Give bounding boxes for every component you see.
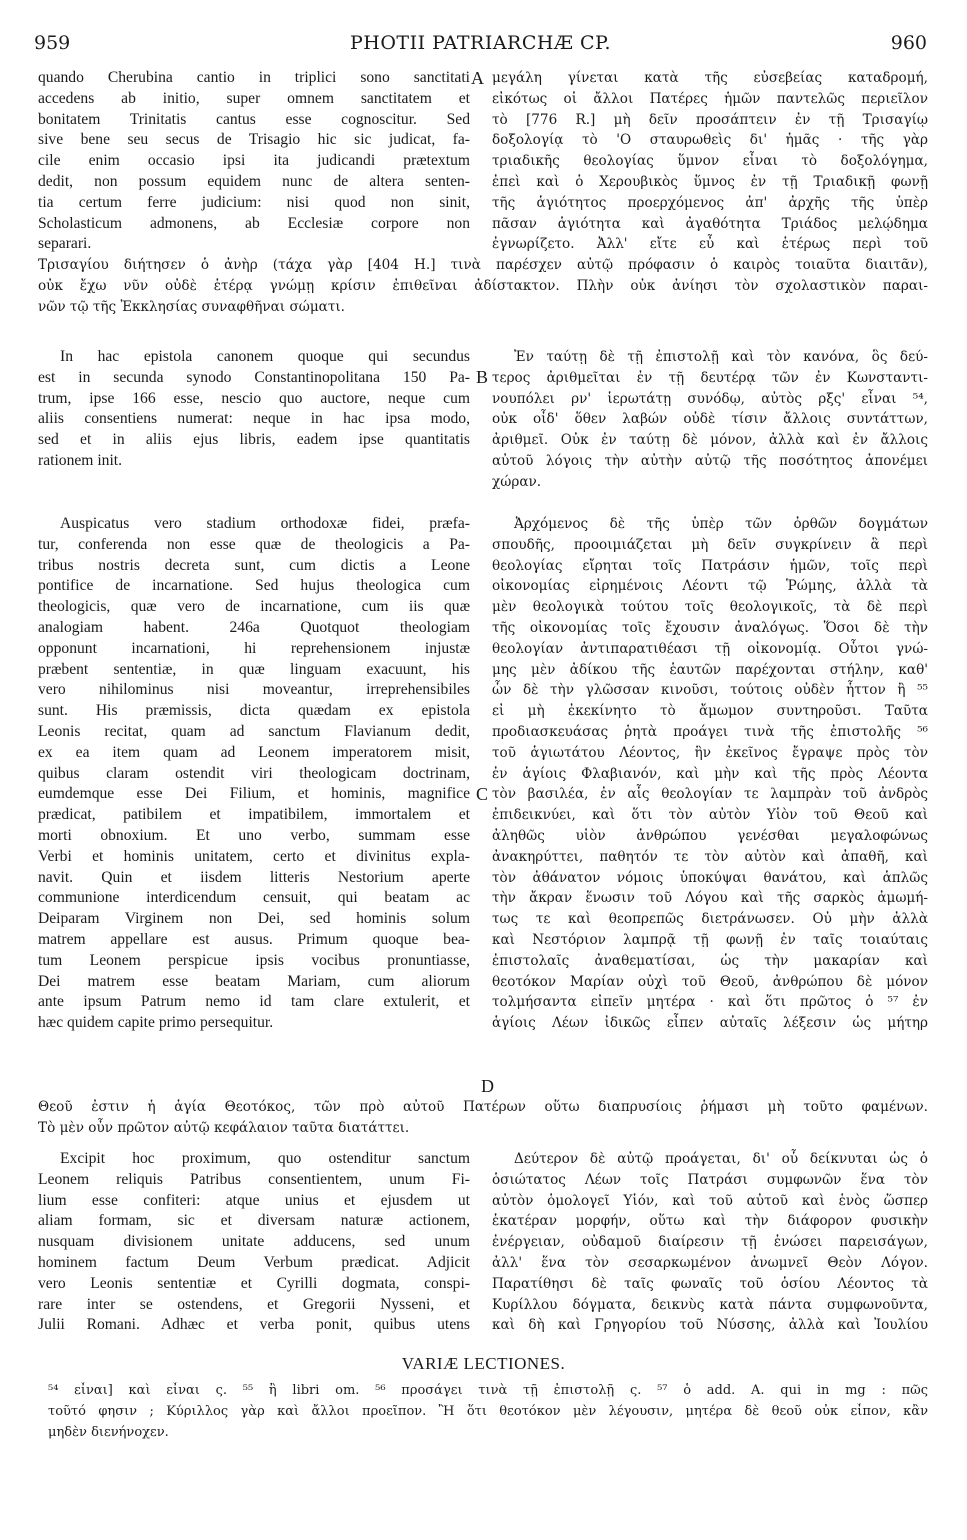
full-width-greek-block-1	[38, 255, 928, 317]
greek-line: θεολογίας εἴρηται τοῖς Πατράσιν ἡμῶν, τοῖς περὶ	[492, 557, 928, 574]
latin-line: est in secunda synodo Constantinopolitana 150 Pa-	[38, 368, 470, 386]
latin-line: pontifice de incarnatione. Sed hujus theologica cum	[38, 577, 470, 595]
note-line: τοῦτό φησιν ; Κύριλλος γὰρ καὶ ἄλλοι προεῖπον. Ἢ ὅτι θεοτόκον μὲν λέγουσιν, μητέρα δὲ θεοῦ οὐκ εἶπον, κἂν	[48, 1403, 928, 1419]
greek-line: καὶ δὴ καὶ Γρηγορίου τοῦ Νύσσης, ἀλλὰ καὶ Ἰουλίου	[492, 1317, 928, 1334]
latin-line: quando Cherubina cantio in triplici sono sanctitati	[38, 69, 470, 86]
greek-line: οἰκονομίας εἰρημένοις Λέοντι τῷ Ῥώμης, ἀλλὰ τὰ	[492, 578, 928, 595]
greek-line: Παρατίθησι δὲ ταῖς φωναῖς τοῦ ὁσίου Λέοντος τὰ	[492, 1275, 928, 1292]
greek-line: ἐπεὶ καὶ ὁ Χερουβικὸς ὕμνος ἐν τῇ Τριαδικῇ φωνῇ	[492, 173, 928, 190]
greek-line: τοῦ ἁγιωτάτου Λέοντος, ἣν ἐκεῖνος ἔγραψε πρὸς τὸν	[492, 744, 928, 761]
greek-line: τολμήσαντα εἰπεῖν μητέρα · καὶ ὅτι πρῶτος ὁ ⁵⁷ ἐν	[492, 994, 928, 1011]
latin-line: præbent sententiæ, in quæ linguam exacuunt, his	[38, 660, 470, 678]
latin-line: matrem appellare est ausus. Primum quoque bea-	[38, 930, 470, 948]
greek-line: μεγάλη γίνεται κατὰ τῆς εὐσεβείας καταδρομή,	[492, 70, 928, 86]
greek-line: ἀλλ' ἕνα τὸν σεσαρκωμένον ἀνωμνεῖ Θεὸν Λόγον.	[492, 1254, 928, 1271]
latin-line: Verbi et hominis unitatem, certo et divinitus expla-	[38, 847, 470, 865]
full-width-greek-block-2	[38, 1097, 928, 1139]
greek-line: ἀνακηρύττει, παθητόν τε τὸν αὐτὸν καὶ ἀπαθῆ, καὶ	[492, 848, 928, 865]
note-line: μηδὲν διενήνοχεν.	[48, 1424, 169, 1440]
greek-line: οὐκ ἔχω νῦν οὐδὲ ἑτέρᾳ γνώμῃ κρίσιν ἐπιθεῖναι ἀδίστακτον. Πλὴν οὐκ ἀνίησι τὸν σχολαστικὸν παραι-	[38, 277, 928, 294]
greek-line: προδιασκευάσας ῥητὰ προάγει τινὰ τῆς ἐπιστολῆς ⁵⁶	[492, 723, 928, 740]
latin-line: separari.	[38, 235, 92, 253]
latin-line: aliis consentiens numerat: neque in hac ipsa modo,	[38, 410, 470, 428]
margin-marker-b: B	[476, 367, 489, 387]
latin-column-block-2	[38, 347, 470, 472]
greek-line: πᾶσαν ἁγιότητα καὶ ἀγαθότητα Τριάδος μελῴδημα	[492, 215, 928, 232]
greek-line: ὧν δὲ τὴν γλῶσσαν κινοῦσι, τούτοις οὐδὲν ἧττον ἢ ⁵⁵	[492, 682, 928, 699]
margin-marker-d: D	[481, 1076, 494, 1096]
latin-line: accedens ab initio, super omnem sanctitatem et	[38, 89, 470, 107]
latin-line: lium esse confiteri: atque unius et ejusdem ut	[38, 1191, 470, 1209]
latin-line: tribus nostris decreta sunt, cum dictis a Leone	[38, 556, 470, 574]
latin-line: theologicis, quæ vero de incarnatione, cum iis quæ	[38, 598, 470, 616]
greek-line: αὐτοῦ λόγοις τὴν αὐτὴν αὐτῷ τῆς ποσότητος ἀπονέμει	[492, 452, 928, 469]
latin-line: quibus claram ostendit viri theologicam doctrinam,	[38, 764, 470, 782]
latin-line: Leonem reliquis Patribus consentientem, unum Fi-	[38, 1170, 470, 1188]
latin-line: sive bene seu secus de Trisagio hic sic judicat, fa-	[38, 131, 470, 149]
greek-line: ἐπιστολαῖς ἀναθεματίσαι, ὡς τὴν μακαρίαν καὶ	[492, 952, 928, 969]
greek-line: ἐπιδεικνύει, καὶ ὅτι τὸν αὐτὸν Υἱὸν τοῦ Θεοῦ καὶ	[492, 807, 928, 824]
latin-line: Auspicatus vero stadium orthodoxæ fidei, præfa-	[60, 515, 470, 532]
latin-line: communione interdicendum censuit, qui beatam ac	[38, 889, 470, 907]
variae-lectiones-heading: VARIÆ LECTIONES.	[401, 1354, 566, 1373]
running-head	[34, 32, 927, 58]
margin-marker-c: C	[476, 784, 489, 804]
latin-line: ex ea item quam ad Leonem imperatorem misit,	[38, 743, 470, 761]
greek-line: Τὸ μὲν οὖν πρῶτον αὐτῷ κεφάλαιον ταῦτα διατάττει.	[38, 1119, 410, 1136]
greek-line: Τρισαγίου διήτησεν ὁ ἀνὴρ (τάχα γὰρ [404 H.] τινὰ παρέσχεν αὐτῷ πρόφασιν ὁ καιρὸς τοιαῦτα διαιτᾶν),	[38, 257, 928, 273]
greek-line: ἀληθῶς υἱὸν ἀνθρώπου γενέσθαι μεγαλοφώνως	[492, 827, 928, 844]
greek-line: τῆς οἰκονομίας τοῖς ἔχουσιν ἀναλόγως. Ὅσοι δὲ τὴν	[492, 619, 928, 636]
running-title: PHOTII PATRIARCHÆ CP.	[349, 32, 612, 54]
greek-line: τὸν ἀθάνατον νόμοις ὑποκύψαι θανάτου, καὶ ἁπλῶς	[492, 869, 928, 886]
latin-line: Dei matrem esse beatam Mariam, cum aliorum	[38, 972, 470, 990]
latin-line: cile enim occasio ipsi ita judicandi prætextum	[38, 152, 470, 170]
greek-line: ἐγνωρίζετο. Ἀλλ' εἴτε εὖ καὶ ἑτέρως περὶ τοῦ	[492, 236, 928, 253]
greek-column-block-1	[492, 68, 928, 255]
margin-marker-a: A	[471, 68, 484, 88]
greek-line: τριαδικῆς θεολογίας ὕμνον εἶναι τὸ δοξολόγημα,	[492, 153, 928, 170]
greek-column-block-3	[492, 514, 928, 1034]
page-number-left: 959	[34, 32, 71, 54]
greek-line: ἑκατέραν μορφήν, οὕτω καὶ τὴν διάφορον φυσικὴν	[492, 1213, 928, 1230]
greek-line: θεολογίαν ἀντιπαρατιθέασι τῇ οἰκονομίᾳ. Οὗτοι γνώ-	[492, 640, 928, 657]
greek-line: εἰ μὴ ἐκεκίνητο τὸ ἄμωμον συντηροῦσι. Ταῦτα	[492, 703, 928, 720]
latin-line: Excipit hoc proximum, quo ostenditur sanctum	[60, 1150, 470, 1167]
greek-line: ἁγίοις Λέων ἰδικῶς εἶπεν αὐταῖς λέξεσιν ὡς μήτηρ	[492, 1015, 928, 1032]
latin-line: ante ipsum Patrum nemo id tam clare extulerit, et	[38, 993, 470, 1011]
latin-line: tia certum ferre judicium: nisi quod non sinit,	[38, 193, 470, 211]
greek-column-block-2	[492, 347, 928, 493]
page-number-right: 960	[890, 32, 927, 54]
latin-line: trum, ipse 166 esse, nescio quo auctore, neque cum	[38, 389, 470, 407]
greek-line: ἀριθμεῖ. Οὐκ ἐν ταύτῃ δὲ μόνον, ἀλλὰ καὶ ἐν ἄλλοις	[492, 432, 928, 449]
latin-column-block-3	[38, 514, 470, 1034]
latin-line: navit. Quin et iisdem litteris Nestorium aperte	[38, 868, 470, 886]
greek-line: τως τε καὶ θεοπρεπῶς διετράνωσεν. Οὐ μὴν ἀλλὰ	[492, 911, 928, 928]
greek-line: Ἐν ταύτῃ δὲ τῇ ἐπιστολῇ καὶ τὸν κανόνα, ὃς δεύ-	[514, 349, 928, 365]
greek-line: μὲν θεολογικὰ τούτου τοῖς θεολογικοῖς, τὰ δὲ περὶ	[492, 599, 928, 616]
greek-line: νῶν τῷ τῆς Ἐκκλησίας συναφθῆναι σώματι.	[38, 298, 346, 315]
latin-column-block-4	[38, 1149, 470, 1336]
latin-line: opponunt incarnationi, hi reprehensionem injustæ	[38, 639, 470, 657]
greek-line: εἰκότως οἱ ἄλλοι Πατέρες ἡμῶν παντελῶς περιεῖλον	[492, 90, 928, 107]
greek-line: δοξολογίᾳ τὸ 'Ο σταυρωθεὶς δι' ἡμᾶς · τῆς γὰρ	[492, 132, 928, 149]
latin-line: sed et in aliis ejus libris, eadem ipse quantitatis	[38, 431, 470, 449]
latin-line: vero nihilominus nisi moveantur, irreprehensibiles	[38, 681, 470, 699]
latin-line: rare inter se ostendens, et Gregorii Nysseni, et	[38, 1295, 470, 1313]
greek-line: τῆς ἁγιότητος προερχόμενος ἀπ' ἀρχῆς τῆς ὑπὲρ	[492, 194, 928, 211]
latin-line: dedit, non possum equidem nunc de altera senten-	[38, 172, 470, 190]
latin-line: hæc quidem capite primo persequitur.	[38, 1014, 274, 1032]
latin-line: Deiparam Virginem non Dei, sed hominis solum	[38, 910, 470, 928]
greek-line: Κυρίλλου δόγματα, δεικνὺς κατὰ πάντα συμφωνοῦντα,	[492, 1296, 928, 1313]
latin-line: Leonis recitat, quam ad sanctum Flavianum dedit,	[38, 722, 470, 740]
note-line: ⁵⁴ εἶναι] καὶ εἶναι ς. ⁵⁵ ἢ libri om. ⁵⁶ προσάγει τινὰ τῇ ἐπιστολῇ ς. ⁵⁷ ὁ add. A. qui in mg : πῶς	[48, 1383, 928, 1398]
latin-line: In hac epistola canonem quoque qui secundus	[60, 348, 470, 365]
latin-line: tur, conferenda non esse quæ de theologicis a Pa-	[38, 535, 470, 553]
greek-line: καὶ Νεστόριον λαμπρᾷ τῇ φωνῇ ἐν ταῖς τοιαύταις	[492, 931, 928, 948]
latin-line: Julii Romani. Adhæc et verba ponit, quibus utens	[38, 1316, 470, 1334]
greek-line: τὸν βασιλέα, ἐν αἷς θεολογίαν τε λαμπρὰν τοῦ ἀνδρὸς	[492, 786, 928, 803]
latin-line: nusquam divisionem unitate adducens, sed unum	[38, 1233, 470, 1251]
greek-line: τερος ἀριθμεῖται ἐν τῇ δευτέρᾳ τῶν ἐν Κωνσταντι-	[492, 369, 928, 386]
latin-line: Scholasticum admonens, ab Ecclesiæ corpore non	[38, 214, 470, 232]
latin-line: tum Leonem perspicue ipsis vocibus pronuntiasse,	[38, 951, 470, 969]
greek-line: σπουδῆς, προοιμιάζεται μὴ δεῖν συγκρίνειν ἃ περὶ	[492, 536, 928, 553]
variae-lectiones-notes	[48, 1382, 928, 1444]
greek-column-block-4	[492, 1149, 928, 1336]
latin-line: analogiam habent. 246a Quotquot theologiam	[38, 618, 470, 636]
greek-line: νουπόλει ρν' ἱερωτάτῃ συνόδῳ, αὐτὸς ρξς' εἶναι ⁵⁴,	[492, 390, 928, 407]
greek-line: ὁσιώτατος Λέων τοῖς Πατράσι συμφωνῶν ἕνα τὸν	[492, 1171, 928, 1188]
greek-line: Ἀρχόμενος δὲ τῆς ὑπὲρ τῶν ὀρθῶν δογμάτων	[514, 516, 928, 532]
greek-line: Δεύτερον δὲ αὐτῷ προάγεται, δι' οὗ δείκνυται ὡς ὁ	[514, 1151, 928, 1167]
latin-line: bonitatem Trinitatis cantus esse cognoscitur. Sed	[38, 110, 470, 128]
latin-line: eumdemque esse Dei Filium, et hominis, magnifice	[38, 785, 470, 803]
greek-line: τὴν ἄκραν ἕνωσιν τοῦ Λόγου καὶ τῆς σαρκὸς ἀμωμή-	[492, 890, 928, 907]
greek-line: αὐτὸν ὁμολογεῖ Υἱόν, καὶ τοῦ αὐτοῦ καὶ ἑνὸς ὥσπερ	[492, 1192, 928, 1209]
greek-line: οὐκ οἶδ' ὅθεν λαβών οὐδὲ τίσιν ἄλλοις συντάττων,	[492, 411, 928, 428]
greek-line: μης μὲν ἀδίκου τῆς ἑαυτῶν παρέχονται στήλην, καθ'	[492, 661, 928, 678]
greek-line: Θεοῦ ἐστιν ἡ ἁγία Θεοτόκος, τῶν πρὸ αὐτοῦ Πατέρων οὕτω διαπρυσίοις ῥήμασι μὴ τοῦτο φαμένων.	[38, 1099, 928, 1115]
latin-column-block-1	[38, 68, 470, 255]
latin-line: morti obnoxium. Et uno verbo, summam esse	[38, 826, 470, 844]
latin-line: rationem init.	[38, 451, 123, 469]
greek-line: χώραν.	[492, 473, 542, 490]
greek-line: ἐν ἁγίοις Φλαβιανόν, καὶ μὴν καὶ τῆς πρὸς Λέοντα	[492, 765, 928, 782]
latin-line: vero Leonis sententiæ et Cyrilli dogmata, conspi-	[38, 1274, 470, 1292]
latin-line: aliam formam, sic et diversam naturæ actionem,	[38, 1212, 470, 1230]
latin-line: prædicat, patibilem et impatibilem, immortalem et	[38, 806, 470, 824]
latin-line: sunt. His præmissis, dicta quædam ex epistola	[38, 702, 470, 720]
latin-line: hominem factum Deum Verbum prædicat. Adjicit	[38, 1253, 470, 1271]
greek-line: θεοτόκον Μαρίαν οὐχὶ τοῦ Θεοῦ, ἀνθρώπου δὲ μόνον	[492, 973, 928, 990]
greek-line: ἐνέργειαν, οὐδαμοῦ διαίρεσιν τῇ ἑνώσει παρεισάγων,	[492, 1234, 928, 1251]
greek-line: τὸ [776 R.] μὴ δεῖν προσάπτειν ἐν τῇ Τρισαγίῳ	[492, 111, 928, 128]
